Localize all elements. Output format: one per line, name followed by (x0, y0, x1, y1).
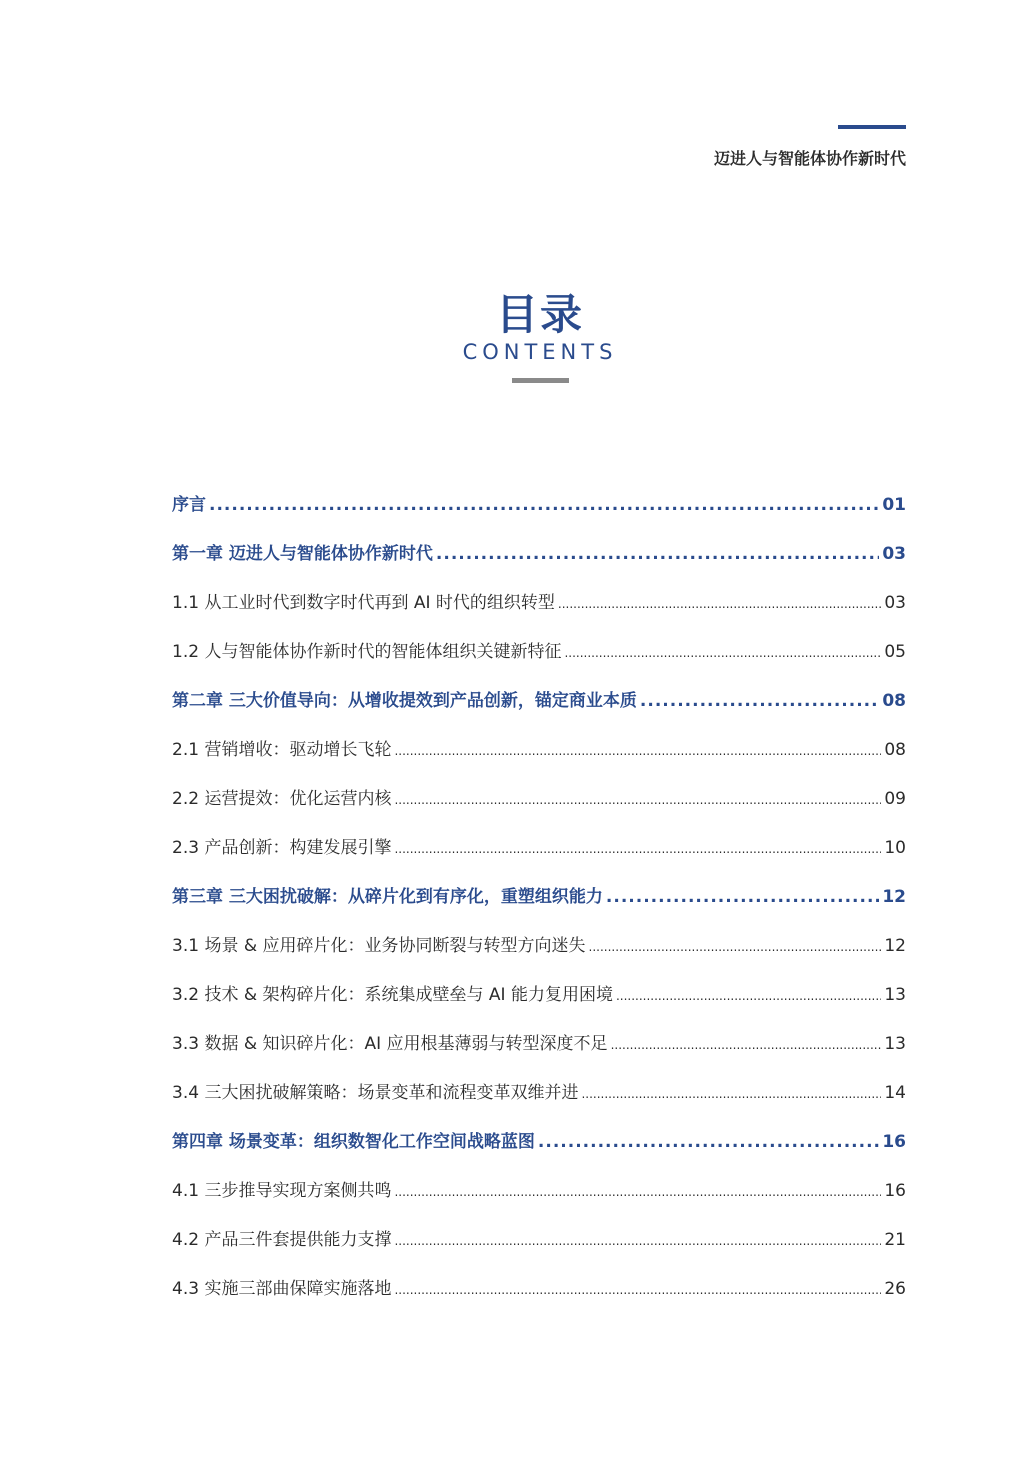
toc-entry-section-2-3[interactable] (172, 833, 906, 882)
toc-dot-leader (394, 1275, 881, 1305)
toc-dot-leader (394, 1226, 881, 1256)
toc-entry-page: 01 (882, 495, 906, 515)
toc-entry-page: 05 (884, 642, 906, 662)
toc-entry-label: 2.1 营销增收：驱动增长飞轮 (172, 740, 392, 760)
toc-entry-label: 3.4 三大困扰破解策略：场景变革和流程变革双维并进 (172, 1083, 579, 1103)
toc-entry-label: 2.2 运营提效：优化运营内核 (172, 789, 392, 809)
toc-entry-label: 3.1 场景 & 应用碎片化：业务协同断裂与转型方向迷失 (172, 936, 586, 956)
toc-entry-label: 第三章 三大困扰破解：从碎片化到有序化，重塑组织能力 (172, 887, 603, 907)
toc-entry-section-4-1[interactable] (172, 1176, 906, 1225)
toc-entry-label: 4.3 实施三部曲保障实施落地 (172, 1279, 392, 1299)
toc-entry-label: 序言 (172, 495, 206, 515)
header-accent-bar (838, 125, 906, 129)
toc-dot-leader (394, 785, 881, 815)
toc-entry-label: 3.3 数据 & 知识碎片化：AI 应用根基薄弱与转型深度不足 (172, 1034, 608, 1054)
toc-list (172, 490, 906, 1323)
toc-entry-page: 16 (882, 1132, 906, 1152)
toc-entry-section-2-2[interactable] (172, 784, 906, 833)
toc-dot-leader (640, 686, 879, 716)
toc-entry-label: 3.2 技术 & 架构碎片化：系统集成壁垒与 AI 能力复用困境 (172, 985, 613, 1005)
toc-entry-section-4-3[interactable] (172, 1274, 906, 1323)
toc-dot-leader (589, 932, 882, 962)
toc-entry-section-4-2[interactable] (172, 1225, 906, 1274)
toc-entry-page: 08 (882, 691, 906, 711)
toc-entry-page: 10 (884, 838, 906, 858)
toc-entry-page: 08 (884, 740, 906, 760)
toc-subtitle: CONTENTS (462, 340, 618, 364)
toc-entry-preface[interactable] (172, 490, 906, 539)
running-header-title: 迈进人与智能体协作新时代 (713, 149, 906, 168)
toc-entry-section-3-1[interactable] (172, 931, 906, 980)
toc-entry-page: 26 (884, 1279, 906, 1299)
toc-dot-leader (616, 981, 881, 1011)
toc-dot-leader (394, 1177, 881, 1207)
toc-entry-label: 第一章 迈进人与智能体协作新时代 (172, 544, 433, 564)
toc-dot-leader (558, 589, 881, 619)
toc-entry-section-3-3[interactable] (172, 1029, 906, 1078)
toc-dot-leader (538, 1127, 879, 1157)
toc-entry-section-1-2[interactable] (172, 637, 906, 686)
toc-entry-section-3-4[interactable] (172, 1078, 906, 1127)
toc-entry-label: 1.1 从工业时代到数字时代再到 AI 时代的组织转型 (172, 593, 555, 613)
toc-entry-label: 2.3 产品创新：构建发展引擎 (172, 838, 392, 858)
toc-entry-chapter-1[interactable] (172, 539, 906, 588)
toc-entry-page: 09 (884, 789, 906, 809)
toc-dot-leader (436, 539, 879, 569)
toc-dot-leader (606, 882, 879, 912)
toc-dot-leader (394, 834, 881, 864)
toc-entry-page: 14 (884, 1083, 906, 1103)
toc-entry-section-1-1[interactable] (172, 588, 906, 637)
toc-entry-chapter-3[interactable] (172, 882, 906, 931)
toc-entry-page: 12 (884, 936, 906, 956)
toc-entry-page: 16 (884, 1181, 906, 1201)
toc-entry-label: 第四章 场景变革：组织数智化工作空间战略蓝图 (172, 1132, 535, 1152)
toc-dot-leader (394, 736, 881, 766)
toc-entry-page: 03 (882, 544, 906, 564)
toc-dot-leader (611, 1030, 882, 1060)
toc-entry-page: 21 (884, 1230, 906, 1250)
toc-dot-leader (564, 638, 881, 668)
toc-entry-section-2-1[interactable] (172, 735, 906, 784)
toc-entry-chapter-4[interactable] (172, 1127, 906, 1176)
toc-title: 目录 (495, 290, 584, 339)
toc-entry-section-3-2[interactable] (172, 980, 906, 1029)
toc-entry-page: 03 (884, 593, 906, 613)
toc-entry-page: 13 (884, 1034, 906, 1054)
toc-entry-page: 13 (884, 985, 906, 1005)
toc-entry-label: 4.1 三步推导实现方案侧共鸣 (172, 1181, 392, 1201)
toc-entry-label: 第二章 三大价值导向：从增收提效到产品创新，锚定商业本质 (172, 691, 637, 711)
toc-entry-chapter-2[interactable] (172, 686, 906, 735)
toc-dot-leader (209, 490, 879, 520)
toc-entry-label: 1.2 人与智能体协作新时代的智能体组织关键新特征 (172, 642, 562, 662)
toc-entry-label: 4.2 产品三件套提供能力支撑 (172, 1230, 392, 1250)
toc-divider (512, 378, 569, 383)
toc-entry-page: 12 (882, 887, 906, 907)
toc-dot-leader (581, 1079, 881, 1109)
